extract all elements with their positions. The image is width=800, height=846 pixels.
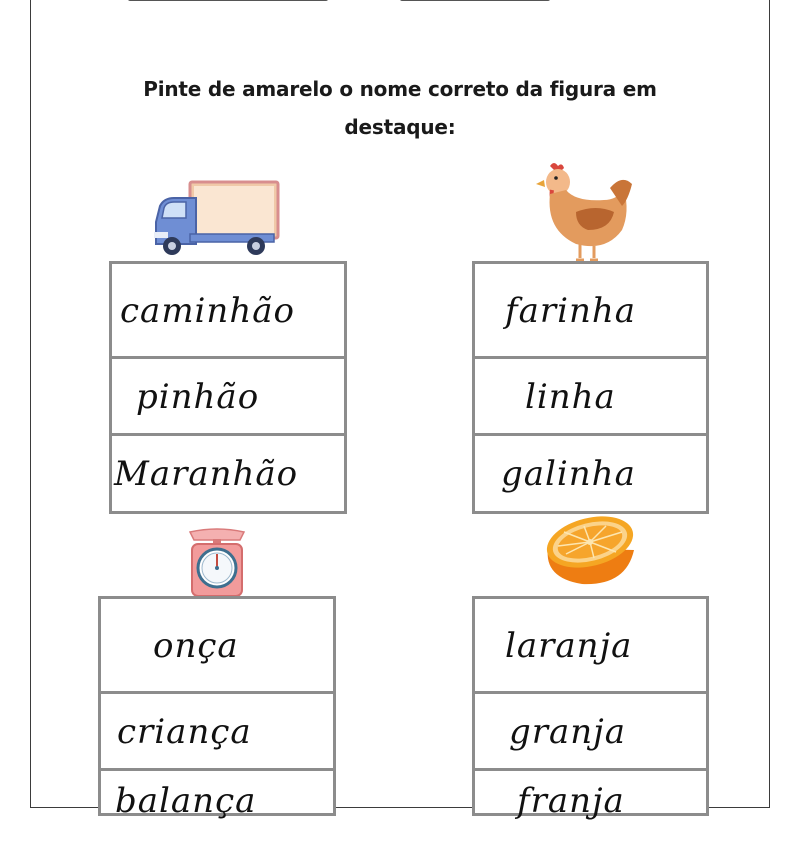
word-option[interactable] <box>475 691 706 769</box>
word-option[interactable] <box>112 264 344 357</box>
word-options-hen <box>472 261 709 514</box>
top-decoration <box>400 0 550 1</box>
word-option[interactable] <box>475 768 706 846</box>
word-option[interactable] <box>101 768 333 846</box>
word-label: onça <box>153 625 239 666</box>
word-option[interactable] <box>475 599 706 692</box>
truck-icon <box>152 178 282 260</box>
word-label: granja <box>509 711 626 752</box>
hen-icon <box>536 160 634 262</box>
word-label: linha <box>525 376 616 417</box>
word-label: balança <box>115 781 257 821</box>
word-option[interactable] <box>475 356 706 434</box>
word-options-scale <box>98 596 336 821</box>
word-option[interactable] <box>101 599 333 692</box>
word-option[interactable] <box>112 433 344 511</box>
word-label: criança <box>117 711 252 752</box>
word-label: pinhão <box>136 376 260 417</box>
scale-icon <box>186 526 248 598</box>
word-options-orange <box>472 596 709 821</box>
word-options-truck <box>109 261 347 514</box>
word-option[interactable] <box>475 433 706 511</box>
word-label: Maranhão <box>114 453 299 494</box>
orange-icon <box>542 512 638 586</box>
top-decoration <box>128 0 328 1</box>
word-option[interactable] <box>101 691 333 769</box>
word-label: caminhão <box>120 290 295 331</box>
word-option[interactable] <box>475 264 706 357</box>
instruction-text: Pinte de amarelo o nome correto da figura em destaque: <box>143 77 657 139</box>
word-label: farinha <box>505 290 637 331</box>
word-label: galinha <box>501 453 636 494</box>
word-option[interactable] <box>112 356 344 434</box>
word-label: franja <box>517 781 625 821</box>
word-label: laranja <box>505 625 633 666</box>
